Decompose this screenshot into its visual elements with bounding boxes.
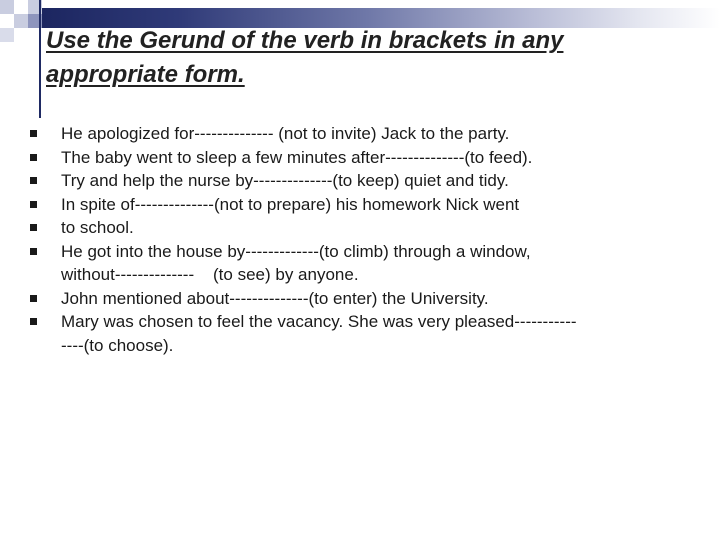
list-item-text: John mentioned about--------------(to enter) the University. <box>61 288 489 308</box>
square-bullet-icon <box>30 130 37 137</box>
square-bullet-icon <box>30 224 37 231</box>
square-bullet-icon <box>30 318 37 325</box>
list-item-text: to school. <box>61 218 134 237</box>
header-square-1 <box>0 0 14 14</box>
list-item-text: In spite of--------------(not to prepare) his homework Nick went <box>61 194 520 214</box>
list-item-text: The baby went to sleep a few minutes after--------------(to feed). <box>61 147 533 167</box>
list-item <box>30 310 680 357</box>
list-item-text: He apologized for-------------- (not to invite) Jack to the party. <box>61 124 510 143</box>
header-square-5 <box>14 14 28 28</box>
list-item-text: Mary was chosen to feel the vacancy. She was very pleased----------- <box>61 312 577 331</box>
header-square-8 <box>14 28 28 42</box>
list-item <box>30 287 680 311</box>
list-item <box>30 146 680 170</box>
header-square-7 <box>0 28 14 42</box>
slide-title <box>46 24 686 92</box>
slide-title-line-1: Use the Gerund of the verb in brackets in any <box>46 27 564 54</box>
header-square-4 <box>0 14 14 28</box>
exercise-list <box>30 122 680 357</box>
square-bullet-icon <box>30 201 37 208</box>
slide-title-line-2: appropriate form. <box>46 61 245 88</box>
list-item-text-continued: ----(to choose). <box>61 335 174 355</box>
header-vertical-rule <box>39 0 41 118</box>
header-square-2 <box>14 0 28 14</box>
list-item <box>30 240 680 287</box>
list-item-text: He got into the house by-------------(to climb) through a window, <box>61 241 531 261</box>
square-bullet-icon <box>30 177 37 184</box>
list-item-text-continued: without-------------- (to see) by anyone. <box>61 265 359 284</box>
square-bullet-icon <box>30 154 37 161</box>
list-item <box>30 169 680 193</box>
list-item-text: Try and help the nurse by--------------(to keep) quiet and tidy. <box>61 171 509 190</box>
square-bullet-icon <box>30 248 37 255</box>
list-item <box>30 122 680 146</box>
square-bullet-icon <box>30 295 37 302</box>
list-item <box>30 216 680 240</box>
list-item <box>30 193 680 217</box>
